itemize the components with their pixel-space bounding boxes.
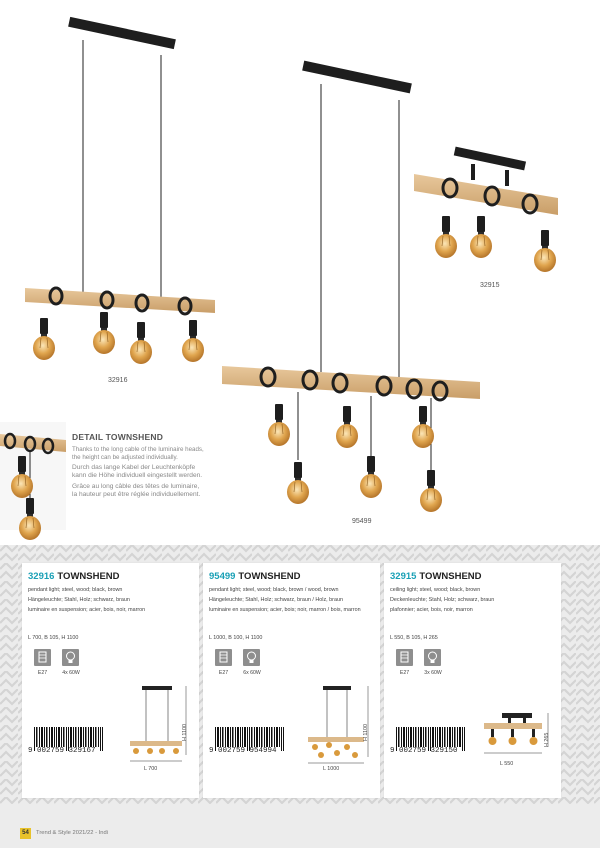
product-title bbox=[28, 571, 120, 582]
desc-line: luminaire en suspension; acier, bois, noir, marron bbox=[28, 607, 146, 613]
product-title bbox=[209, 571, 301, 582]
bulb-icon bbox=[424, 649, 441, 666]
length-label: L 700 bbox=[144, 766, 158, 772]
footer-text: Trend & Style 2021/22 - Indi bbox=[36, 830, 108, 836]
detail-section bbox=[0, 422, 230, 530]
product-description bbox=[390, 585, 562, 615]
desc-line: luminaire en suspension; acier, bois; noir, marron / bois, marron bbox=[209, 607, 361, 613]
length-label: L 550 bbox=[500, 761, 514, 767]
desc-line: ceiling light; steel, wood; black, brown bbox=[390, 587, 481, 593]
product-name: TOWNSHEND bbox=[419, 571, 482, 582]
product-card-32915[interactable] bbox=[384, 563, 561, 798]
label-32916: 32916 bbox=[108, 377, 128, 384]
lamp-32915-photo bbox=[414, 147, 558, 272]
product-description bbox=[209, 585, 381, 615]
height-label: H 265 bbox=[544, 732, 550, 747]
power-label: 4x 60W bbox=[62, 670, 80, 676]
height-label: H 1100 bbox=[363, 724, 369, 741]
barcode-number: 9 002759 329167 bbox=[28, 747, 96, 755]
product-name: TOWNSHEND bbox=[57, 571, 120, 582]
socket-icon bbox=[396, 649, 413, 666]
desc-line: pendant light; steel, wood; black, brown / wood, brown bbox=[209, 587, 339, 593]
height-label: H 1100 bbox=[182, 724, 188, 741]
catalog-section bbox=[0, 545, 600, 804]
desc-line: Hängeleuchte; Stahl, Holz; schwarz, braun bbox=[28, 597, 130, 603]
bulb-icon bbox=[243, 649, 260, 666]
desc-line: Deckenleuchte; Stahl, Holz; schwarz, braun bbox=[390, 597, 495, 603]
product-number: 32915 bbox=[390, 571, 417, 582]
detail-text-fr bbox=[72, 483, 232, 499]
detail-de-line: kann die Höhe individuell eingestellt werden. bbox=[72, 472, 203, 479]
product-title bbox=[390, 571, 482, 582]
detail-fr-line: Grâce au long câble des têtes de luminaire, bbox=[72, 483, 200, 490]
power-label: 6x 60W bbox=[243, 670, 261, 676]
page-footer bbox=[0, 804, 600, 848]
label-95499: 95499 bbox=[352, 518, 372, 525]
product-number: 95499 bbox=[209, 571, 236, 582]
length-label: L 1000 bbox=[323, 766, 340, 772]
lamp-32916-photo bbox=[25, 17, 215, 364]
product-dimensions: L 550, B 105, H 265 bbox=[390, 635, 438, 641]
detail-text-de bbox=[72, 464, 232, 480]
product-number: 32916 bbox=[28, 571, 55, 582]
product-dimensions: L 1000, B 100, H 1100 bbox=[209, 635, 263, 641]
socket-label: E27 bbox=[399, 670, 410, 676]
detail-title: DETAIL TOWNSHEND bbox=[72, 432, 164, 442]
product-dimensions: L 700, B 105, H 1100 bbox=[28, 635, 79, 641]
bulb-icon bbox=[62, 649, 79, 666]
detail-text-en bbox=[72, 446, 232, 462]
barcode-number: 9 002759 329150 bbox=[390, 747, 458, 755]
detail-de-line: Durch das lange Kabel der Leuchtenköpfe bbox=[72, 464, 196, 471]
desc-line: plafonnier; acier, bois, noir, marron bbox=[390, 607, 473, 613]
socket-icon bbox=[34, 649, 51, 666]
desc-line: Hängeleuchte; Stahl, Holz; schwarz, braun / Holz, braun bbox=[209, 597, 343, 603]
detail-en-line: the height can be adjusted individually. bbox=[72, 454, 178, 461]
socket-icon bbox=[215, 649, 232, 666]
product-description bbox=[28, 585, 200, 615]
lamp-95499-photo bbox=[222, 61, 480, 512]
detail-en-line: Thanks to the long cable of the luminaire heads, bbox=[72, 446, 204, 453]
product-card-32916[interactable] bbox=[22, 563, 199, 798]
detail-fr-line: la hauteur peut être réglée individuellement. bbox=[72, 491, 201, 498]
barcode-number: 9 002759 954994 bbox=[209, 747, 277, 755]
socket-label: E27 bbox=[37, 670, 48, 676]
power-label: 3x 60W bbox=[424, 670, 442, 676]
socket-label: E27 bbox=[218, 670, 229, 676]
product-card-95499[interactable] bbox=[203, 563, 380, 798]
desc-line: pendant light; steel, wood; black, brown bbox=[28, 587, 123, 593]
product-name: TOWNSHEND bbox=[238, 571, 301, 582]
label-32915: 32915 bbox=[480, 282, 500, 289]
page-number-badge: 54 bbox=[20, 828, 31, 839]
